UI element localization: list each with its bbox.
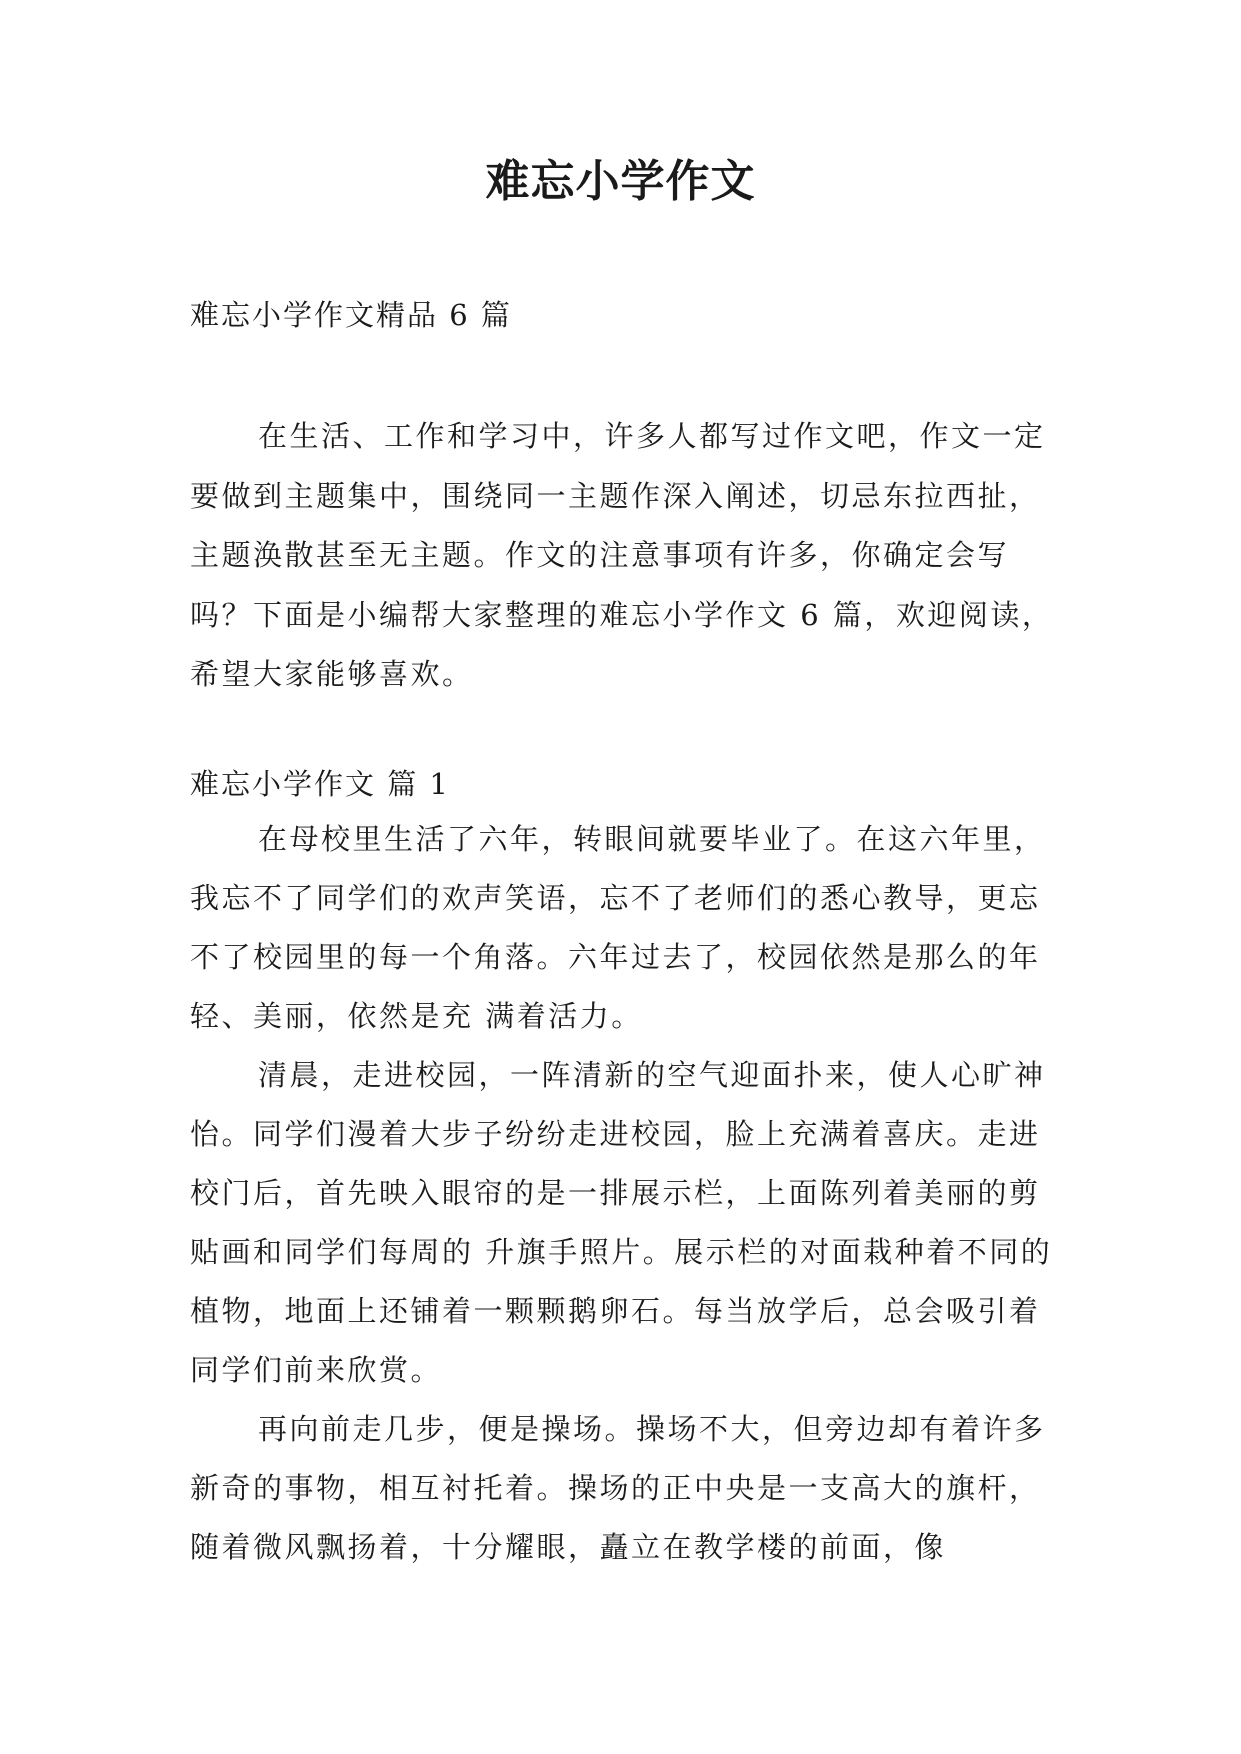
body-paragraph: 再向前走几步，便是操场。操场不大，但旁边却有着许多新奇的事物，相互衬托着。操场的正中央是一支高大的旗杆，随着微风飘扬着，十分耀眼，矗立在教学楼的前面，像 (190, 1412, 1046, 1564)
intro-paragraph: 在生活、工作和学习中，许多人都写过作文吧，作文一定要做到主题集中，围绕同一主题作深入阐述，切忌东拉西扯，主题涣散甚至无主题。作文的注意事项有许多，你确定会写吗？下面是小编帮大家整理的难忘小学作文 6 篇，欢迎阅读，希望大家能够喜欢。 (190, 419, 1054, 691)
body-paragraph: 在母校里生活了六年，转眼间就要毕业了。在这六年里，我忘不了同学们的欢声笑语，忘不了老师们的悉心教导，更忘不了校园里的每一个角落。六年过去了，校园依然是那么的年轻、美丽，依然是充 满着活力。 (190, 822, 1046, 1033)
section-title: 难忘小学作文 篇 1 (190, 767, 450, 801)
document-title: 难忘小学作文 (485, 156, 756, 207)
document-subtitle: 难忘小学作文精品 6 篇 (190, 298, 512, 332)
body-paragraph: 清晨，走进校园，一阵清新的空气迎面扑来，使人心旷神怡。同学们漫着大步子纷纷走进校园，脸上充满着喜庆。走进校门后，首先映入眼帘的是一排展示栏，上面陈列着美丽的剪贴画和同学们每周的 升旗手照片。展示栏的对面栽种着不同的植物，地面上还铺着一颗颗鹅卵石。每当放学后，总会吸引着同学们前来欣赏。 (190, 1058, 1053, 1387)
section-body (190, 810, 1055, 1577)
